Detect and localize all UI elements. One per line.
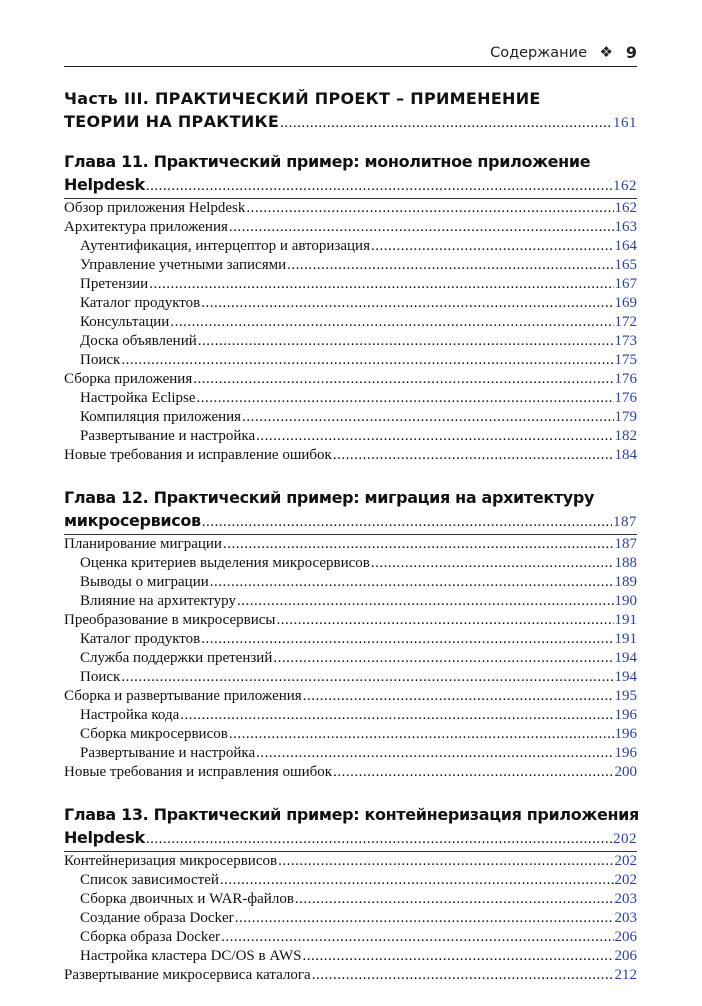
dot-leader — [201, 630, 613, 649]
entry-page-link[interactable]: 164 — [614, 238, 637, 254]
toc-subsection-entry[interactable] — [64, 332, 637, 351]
entry-label: Обзор приложения Helpdesk — [64, 200, 246, 216]
entry-label: Планирование миграции — [64, 536, 222, 552]
toc-subsection-entry[interactable] — [64, 909, 637, 928]
chapter-heading-label: Helpdesk — [64, 175, 145, 194]
chapter-heading-line: Глава 13. Практический пример: контейнеризация приложения — [64, 805, 639, 824]
dot-leader — [201, 294, 613, 313]
toc-subsection-entry[interactable] — [64, 928, 637, 947]
entry-label: Преобразование в микросервисы — [64, 612, 276, 628]
dot-leader — [146, 828, 612, 851]
entry-label: Новые требования и исправления ошибок — [64, 764, 333, 780]
entry-label: Влияние на архитектуру — [80, 593, 236, 609]
dot-leader — [333, 446, 614, 465]
entry-label: Создание образа Docker — [80, 910, 234, 926]
entry-label: Архитектура приложения — [64, 219, 228, 235]
chapter-heading-label: микросервисов — [64, 511, 201, 530]
page-number: 9 — [625, 43, 637, 62]
toc-section-entry[interactable] — [64, 852, 637, 871]
dot-leader — [146, 175, 612, 198]
dot-leader — [193, 370, 613, 389]
entry-page-link[interactable]: 191 — [614, 612, 637, 628]
toc-subsection-entry[interactable] — [64, 871, 637, 890]
toc-section-entry[interactable] — [64, 687, 637, 706]
entry-page-link[interactable]: 196 — [614, 745, 637, 761]
entry-label: Оценка критериев выделения микросервисов — [80, 555, 370, 571]
entry-label: Консультации — [80, 314, 170, 330]
entry-label: Развертывание и настройка — [80, 428, 256, 444]
entry-label: Сборка и развертывание приложения — [64, 688, 302, 704]
entry-page-link[interactable]: 212 — [614, 967, 637, 983]
dot-leader — [303, 687, 614, 706]
running-header-title: Содержание — [490, 45, 587, 61]
toc-subsection-entry[interactable] — [64, 275, 637, 294]
entry-page-link[interactable]: 172 — [614, 314, 637, 330]
dot-leader — [198, 332, 614, 351]
dot-leader — [295, 890, 614, 909]
toc-subsection-entry[interactable] — [64, 256, 637, 275]
entry-label: Поиск — [80, 669, 121, 685]
part-heading-line: Часть III. ПРАКТИЧЕСКИЙ ПРОЕКТ – ПРИМЕНЕНИЕ — [64, 89, 541, 108]
toc-subsection-entry[interactable] — [64, 351, 637, 370]
entry-page-link[interactable]: 203 — [614, 910, 637, 926]
entry-page-link[interactable]: 194 — [614, 650, 637, 666]
toc-chapter-block — [64, 803, 637, 985]
toc-subsection-entry[interactable] — [64, 592, 637, 611]
entry-label: Служба поддержки претензий — [80, 650, 273, 666]
entry-page-link[interactable]: 176 — [614, 390, 637, 406]
toc-section-entry[interactable] — [64, 535, 637, 554]
chapter-page-link[interactable]: 162 — [613, 178, 637, 194]
entry-page-link[interactable]: 184 — [614, 447, 637, 463]
part-heading-label: ТЕОРИИ НА ПРАКТИКЕ — [64, 112, 280, 131]
entry-page-link[interactable]: 194 — [614, 669, 637, 685]
dot-leader — [202, 511, 612, 534]
toc-subsection-entry[interactable] — [64, 668, 637, 687]
entry-page-link[interactable]: 188 — [614, 555, 637, 571]
entry-label: Каталог продуктов — [80, 295, 201, 311]
entry-page-link[interactable]: 176 — [614, 371, 637, 387]
chapter-heading-line: Глава 12. Практический пример: миграция на архитектуру — [64, 488, 595, 507]
dot-leader — [256, 427, 613, 446]
entry-label: Доска объявлений — [80, 333, 197, 349]
toc-subsection-entry[interactable] — [64, 389, 637, 408]
toc-chapter-block — [64, 150, 637, 465]
chapter-heading-row[interactable] — [64, 509, 637, 532]
table-of-contents — [64, 87, 637, 1006]
dot-leader — [237, 592, 614, 611]
chapter-heading-label: Helpdesk — [64, 828, 145, 847]
entry-page-link[interactable]: 196 — [614, 726, 637, 742]
toc-subsection-entry[interactable] — [64, 947, 637, 966]
dot-leader — [246, 199, 613, 218]
toc-section-entry[interactable] — [64, 966, 637, 985]
entry-page-link[interactable]: 190 — [614, 593, 637, 609]
entry-page-link[interactable]: 187 — [614, 536, 637, 552]
entry-label: Сборка приложения — [64, 371, 193, 387]
entry-label: Контейнеризация микросервисов — [64, 853, 278, 869]
dot-leader — [280, 112, 612, 135]
entry-page-link[interactable]: 167 — [614, 276, 637, 292]
entry-page-link[interactable]: 202 — [614, 853, 637, 869]
toc-section-entry[interactable] — [64, 199, 637, 218]
chapter-heading-row[interactable] — [64, 173, 637, 196]
entry-label: Претензии — [80, 276, 149, 292]
entry-label: Список зависимостей — [80, 872, 219, 888]
toc-subsection-entry[interactable] — [64, 427, 637, 446]
entry-page-link[interactable]: 182 — [614, 428, 637, 444]
dot-leader — [170, 313, 613, 332]
toc-part-block — [64, 87, 637, 133]
dot-leader — [371, 237, 614, 256]
toc-subsection-entry[interactable] — [64, 744, 637, 763]
dot-leader — [302, 947, 613, 966]
entry-page-link[interactable]: 196 — [614, 707, 637, 723]
entry-label: Сборка микросервисов — [80, 726, 228, 742]
entry-label: Новые требования и исправление ошибок — [64, 447, 332, 463]
entry-page-link[interactable]: 189 — [614, 574, 637, 590]
entry-page-link[interactable]: 169 — [614, 295, 637, 311]
toc-subsection-entry[interactable] — [64, 725, 637, 744]
dot-leader — [197, 389, 614, 408]
entry-label: Сборка образа Docker — [80, 929, 221, 945]
dot-leader — [229, 218, 614, 237]
dot-leader — [278, 852, 613, 871]
dot-leader — [221, 928, 613, 947]
toc-section-entry[interactable] — [64, 763, 637, 782]
dot-leader — [256, 744, 613, 763]
part-heading-row[interactable] — [64, 110, 637, 133]
toc-section-entry[interactable] — [64, 446, 637, 465]
running-header — [64, 42, 637, 67]
entry-label: Аутентификация, интерцептор и авторизация — [80, 238, 370, 254]
dot-leader — [149, 275, 613, 294]
entry-page-link[interactable]: 175 — [614, 352, 637, 368]
chapter-page-link[interactable]: 202 — [613, 831, 637, 847]
entry-page-link[interactable]: 195 — [614, 688, 637, 704]
entry-page-link[interactable]: 179 — [614, 409, 637, 425]
chapter-list — [64, 150, 637, 985]
entry-page-link[interactable]: 162 — [614, 200, 637, 216]
dot-leader — [273, 649, 613, 668]
dot-leader — [235, 909, 614, 928]
toc-subsection-entry[interactable] — [64, 890, 637, 909]
entry-label: Настройка кластера DC/OS в AWS — [80, 948, 302, 964]
entry-page-link[interactable]: 203 — [614, 891, 637, 907]
toc-chapter-block — [64, 486, 637, 782]
entry-page-link[interactable]: 202 — [614, 872, 637, 888]
dot-leader — [121, 351, 613, 370]
entry-label: Управление учетными записями — [80, 257, 287, 273]
toc-subsection-entry[interactable] — [64, 630, 637, 649]
dot-leader — [242, 408, 613, 427]
entry-label: Настройка Eclipse — [80, 390, 196, 406]
toc-subsection-entry[interactable] — [64, 294, 637, 313]
entry-label: Компиляция приложения — [80, 409, 242, 425]
part-page-link[interactable]: 161 — [613, 115, 637, 131]
entry-label: Развертывание микросервиса каталога — [64, 967, 311, 983]
chapter-heading-line: Глава 11. Практический пример: монолитное приложение — [64, 152, 591, 171]
dot-leader — [312, 966, 614, 985]
dot-leader — [121, 668, 613, 687]
dot-leader — [229, 725, 614, 744]
dot-leader — [180, 706, 613, 725]
toc-section-entry[interactable] — [64, 370, 637, 389]
toc-section-entry[interactable] — [64, 218, 637, 237]
entry-label: Поиск — [80, 352, 121, 368]
entry-label: Каталог продуктов — [80, 631, 201, 647]
entry-page-link[interactable]: 206 — [614, 929, 637, 945]
dot-leader — [333, 763, 613, 782]
entry-label: Настройка кода — [80, 707, 180, 723]
dot-leader — [287, 256, 613, 275]
toc-subsection-entry[interactable] — [64, 706, 637, 725]
toc-subsection-entry[interactable] — [64, 649, 637, 668]
entry-page-link[interactable]: 165 — [614, 257, 637, 273]
entry-label: Выводы о миграции — [80, 574, 209, 590]
entry-page-link[interactable]: 206 — [614, 948, 637, 964]
dot-leader — [210, 573, 614, 592]
toc-subsection-entry[interactable] — [64, 554, 637, 573]
entry-label: Сборка двоичных и WAR-файлов — [80, 891, 294, 907]
toc-subsection-entry[interactable] — [64, 573, 637, 592]
toc-section-entry[interactable] — [64, 611, 637, 630]
dot-leader — [276, 611, 613, 630]
entry-page-link[interactable]: 191 — [614, 631, 637, 647]
entry-page-link[interactable]: 200 — [614, 764, 637, 780]
dot-leader — [220, 871, 614, 890]
entry-page-link[interactable]: 173 — [614, 333, 637, 349]
entry-page-link[interactable]: 163 — [614, 219, 637, 235]
chapter-page-link[interactable]: 187 — [613, 514, 637, 530]
ornament-icon: ❖ — [599, 43, 613, 61]
toc-subsection-entry[interactable] — [64, 237, 637, 256]
chapter-heading-row[interactable] — [64, 826, 637, 849]
toc-subsection-entry[interactable] — [64, 313, 637, 332]
toc-subsection-entry[interactable] — [64, 408, 637, 427]
dot-leader — [371, 554, 614, 573]
entry-label: Развертывание и настройка — [80, 745, 256, 761]
dot-leader — [223, 535, 614, 554]
